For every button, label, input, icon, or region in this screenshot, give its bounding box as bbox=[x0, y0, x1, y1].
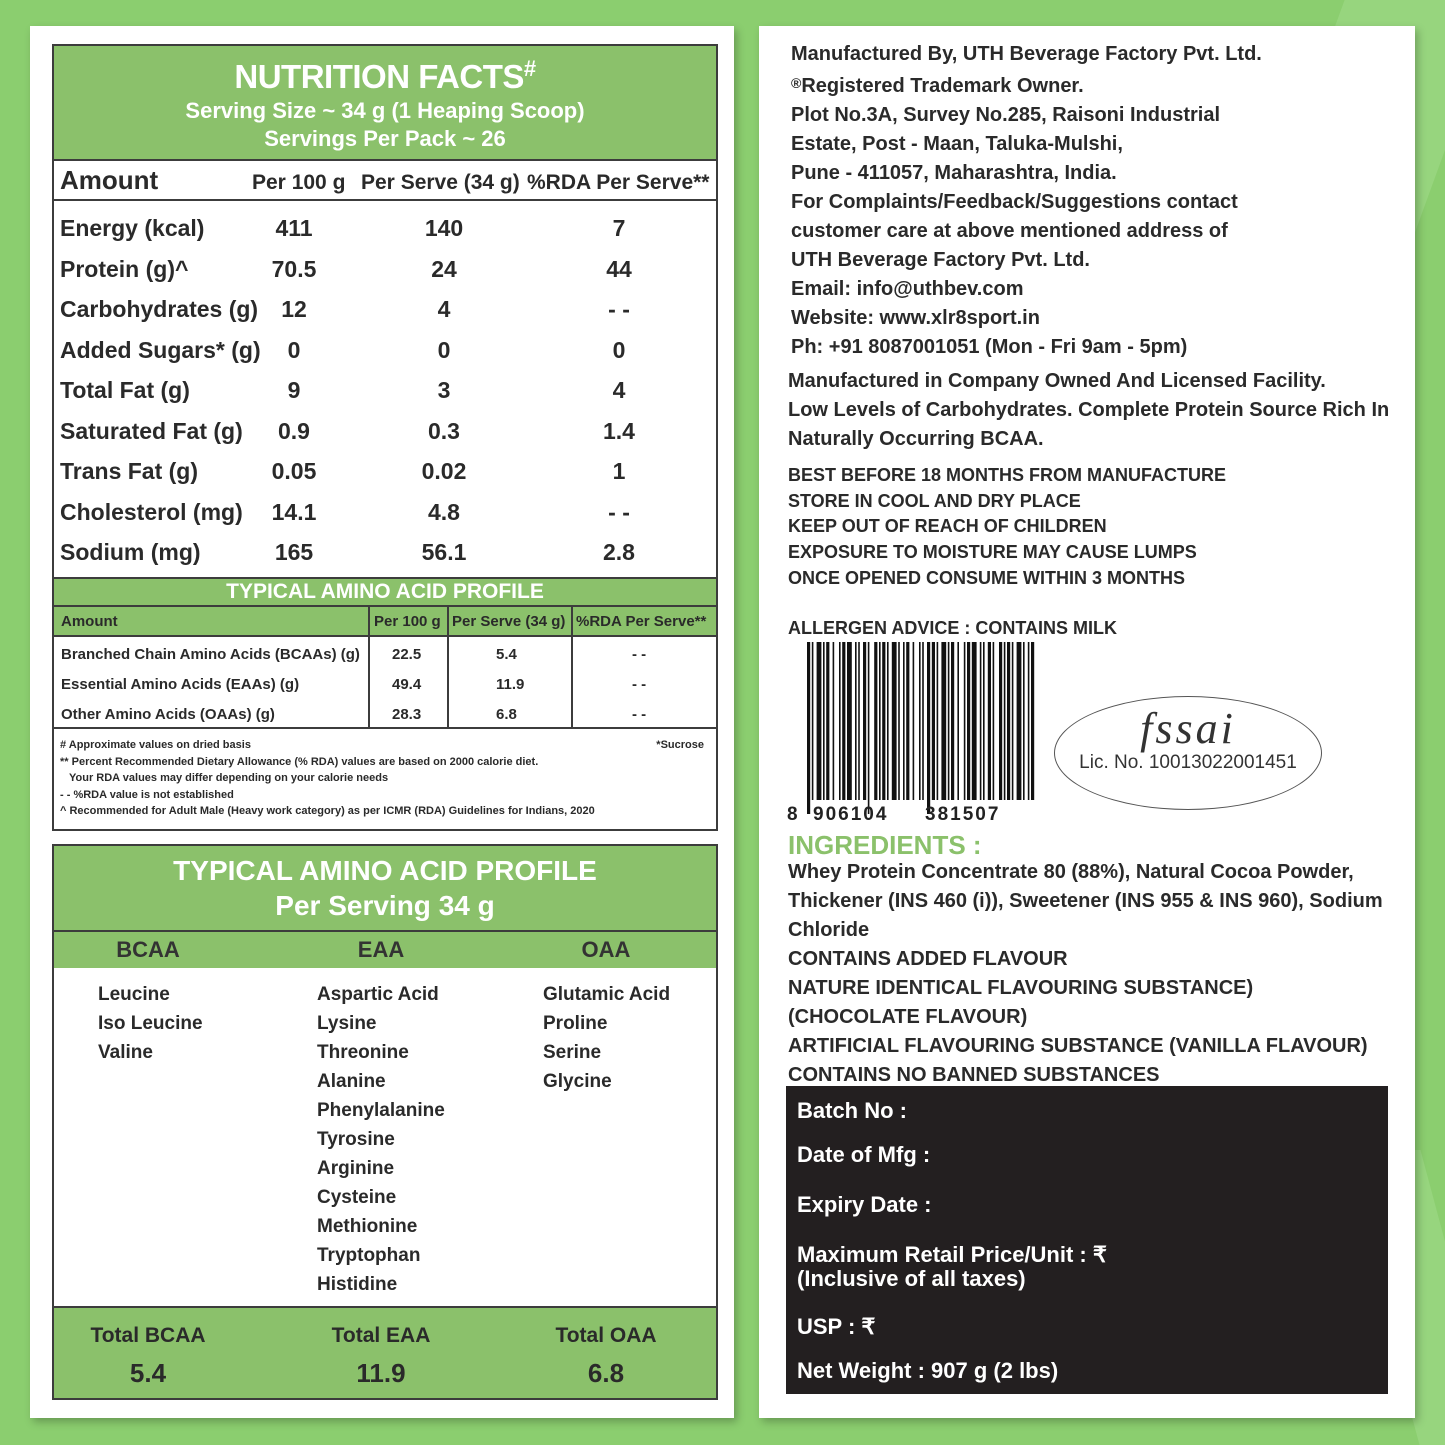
amino-table-header: Amount Per 100 g Per Serve (34 g) %RDA Per Serve** bbox=[54, 607, 716, 637]
column-bcaa: BCAA bbox=[116, 937, 180, 962]
bcaa-list bbox=[98, 980, 203, 1067]
amino-profile-header bbox=[54, 846, 716, 932]
barcode-bar bbox=[988, 642, 991, 800]
expiry-date: Expiry Date : bbox=[797, 1192, 932, 1217]
list-item: Proline bbox=[543, 1013, 608, 1034]
barcode-bar bbox=[1031, 642, 1034, 800]
facility-statement: Manufactured in Company Owned And Licensed Facility. Low Levels of Carbohydrates. Complete Protein Source Rich In Naturally Occurring BCAA. bbox=[788, 370, 1390, 450]
sucrose-note: *Sucrose bbox=[656, 739, 704, 751]
usp: USP : ₹ bbox=[797, 1314, 876, 1339]
list-item: Glutamic Acid bbox=[543, 984, 671, 1005]
nutrition-rows bbox=[54, 201, 716, 577]
amino-table-row: Essential Amino Acids (EAAs) (g) 49.4 11.9 - - bbox=[61, 676, 647, 693]
barcode-bar bbox=[999, 642, 1002, 800]
amino-acid-table bbox=[54, 607, 716, 729]
footnote: # Approximate values on dried basis bbox=[60, 739, 251, 751]
serving-size: Serving Size ~ 34 g (1 Heaping Scoop) bbox=[185, 98, 585, 123]
barcode-bar bbox=[887, 642, 889, 800]
email: Email: info@uthbev.com bbox=[791, 278, 1024, 300]
right-label-panel bbox=[759, 26, 1415, 1418]
barcode-bar bbox=[833, 642, 835, 800]
nutrition-facts-box bbox=[52, 44, 718, 831]
barcode-bar bbox=[1023, 642, 1025, 800]
phone: Ph: +91 8087001051 (Mon - Fri 9am - 5pm) bbox=[791, 336, 1188, 358]
barcode-digits-left: 906104 bbox=[813, 804, 889, 822]
barcode bbox=[787, 642, 1037, 822]
barcode-bar bbox=[839, 642, 841, 800]
nutrition-title: NUTRITION FACTS# bbox=[234, 56, 536, 95]
list-item: Arginine bbox=[317, 1158, 395, 1179]
amino-table-row: Other Amino Acids (OAAs) (g) 28.3 6.8 - - bbox=[61, 706, 647, 723]
barcode-bar bbox=[993, 642, 995, 800]
barcode-bar bbox=[941, 642, 946, 800]
barcode-bar bbox=[898, 642, 900, 800]
barcode-bar bbox=[882, 642, 885, 800]
barcode-bar bbox=[847, 642, 852, 800]
column-eaa: EAA bbox=[357, 937, 405, 962]
ingredients-list: Whey Protein Concentrate 80 (88%), Natural Cocoa Powder, Thickener (INS 460 (i)), Sweetener (INS 955 & INS 960), Sodium Chloride CONTAINS ADDED FLAVOUR NATURE IDENTICAL FLAVOURING SUBSTANCE) (CHOCOLATE FLAVOUR) ARTIFICIAL FLAVOURING SUBSTANCE (VANILLA FLAVOUR) CONTAINS NO BANNED SUBSTANCES bbox=[788, 861, 1383, 1086]
allergen-advice: ALLERGEN ADVICE : CONTAINS MILK bbox=[788, 618, 1117, 638]
header-amount: Amount bbox=[60, 165, 159, 195]
net-weight: Net Weight : 907 g (2 lbs) bbox=[797, 1358, 1059, 1383]
amino-profile-column-headers bbox=[54, 932, 716, 968]
nutrition-row: Energy (kcal) 411 140 7 bbox=[60, 215, 626, 241]
barcode-bar bbox=[1028, 642, 1030, 800]
list-item: Serine bbox=[543, 1042, 602, 1063]
nutrition-row: Protein (g)^ 70.5 24 44 bbox=[60, 255, 632, 282]
nutrition-header bbox=[54, 46, 716, 161]
servings-per-pack: Servings Per Pack ~ 26 bbox=[264, 126, 506, 151]
list-item: Lysine bbox=[317, 1013, 377, 1034]
barcode-bar bbox=[927, 642, 930, 814]
barcode-bar bbox=[1004, 642, 1006, 800]
fssai-logo bbox=[1054, 696, 1322, 810]
barcode-digit-first: 8 bbox=[787, 804, 798, 822]
footnote: ^ Recommended for Adult Male (Heavy work category) as per ICMR (RDA) Guidelines for Indians, 2020 bbox=[60, 805, 595, 817]
nutrition-row: Added Sugars* (g) 0 0 0 bbox=[60, 336, 626, 363]
barcode-bar bbox=[858, 642, 860, 800]
barcode-bar bbox=[913, 642, 915, 800]
barcode-bar bbox=[964, 642, 966, 800]
barcode-bar bbox=[879, 642, 881, 800]
list-item: Tyrosine bbox=[317, 1129, 395, 1150]
barcode-bar bbox=[951, 642, 954, 800]
list-item: Cysteine bbox=[317, 1187, 397, 1208]
column-oaa: OAA bbox=[581, 937, 631, 962]
amino-profile-totals bbox=[54, 1306, 716, 1398]
barcode-bar bbox=[855, 642, 857, 800]
barcode-bar bbox=[1017, 642, 1022, 800]
barcode-bar bbox=[937, 642, 939, 800]
header-perserve: Per Serve (34 g) bbox=[361, 171, 520, 194]
header-rda: %RDA Per Serve** bbox=[527, 171, 710, 194]
barcode-bar bbox=[1012, 642, 1014, 800]
amino-profile-box bbox=[52, 844, 718, 1400]
barcode-bar bbox=[807, 642, 810, 814]
manufacturer-address: Manufactured By, UTH Beverage Factory Pvt. Ltd. ®Registered Trademark Owner. Plot No.3A, Survey No.285, Raisoni Industrial Estate, Post - Maan, Taluka-Mulshi, Pune - 411057, Maharashtra, India. For Complaints/Feedback/Suggestions contact customer care at above mentioned address of UTH Beverage Factory Pvt. Ltd. Email: info@uthbev.com Website: www.xlr8sport.in Ph: +91 8087001051 (Mon - Fri 9am - 5pm) bbox=[791, 40, 1262, 362]
barcode-bar bbox=[967, 642, 970, 800]
nutrition-row: Cholesterol (mg) 14.1 4.8 - - bbox=[60, 498, 630, 525]
fssai-license: Lic. No. 10013022001451 bbox=[1079, 752, 1297, 773]
barcode-bar bbox=[842, 642, 845, 800]
website: Website: www.xlr8sport.in bbox=[791, 307, 1040, 329]
footnote: Your RDA values may differ depending on your calorie needs bbox=[69, 772, 389, 784]
barcode-bar bbox=[1007, 642, 1010, 800]
nutrition-column-headers bbox=[54, 161, 716, 201]
list-item: Aspartic Acid bbox=[317, 984, 439, 1005]
batch-info-box bbox=[786, 1086, 1388, 1394]
barcode-bar bbox=[823, 642, 825, 800]
barcode-bar bbox=[817, 642, 822, 800]
nutrition-row: Trans Fat (g) 0.05 0.02 1 bbox=[60, 458, 626, 484]
barcode-bar bbox=[948, 642, 950, 800]
registered-mark: ® bbox=[791, 75, 802, 91]
title-mark: # bbox=[523, 56, 536, 81]
header-per100: Per 100 g bbox=[252, 171, 346, 194]
nutrition-row: Total Fat (g) 9 3 4 bbox=[60, 377, 626, 403]
total-bcaa: Total BCAA 5.4 bbox=[90, 1324, 206, 1388]
barcode-bar bbox=[826, 642, 829, 800]
storage-instructions: BEST BEFORE 18 MONTHS FROM MANUFACTURE STORE IN COOL AND DRY PLACE KEEP OUT OF REACH OF CHILDREN EXPOSURE TO MOISTURE MAY CAUSE LUMPS ONCE OPENED CONSUME WITHIN 3 MONTHS bbox=[788, 465, 1227, 588]
barcode-bar bbox=[972, 642, 977, 800]
barcode-digits-right: 381507 bbox=[925, 804, 1001, 822]
barcode-bar bbox=[868, 642, 870, 814]
list-item: Tryptophan bbox=[317, 1245, 421, 1266]
fssai-wordmark: fssai bbox=[1140, 704, 1236, 753]
barcode-bar bbox=[922, 642, 924, 800]
barcode-bar bbox=[863, 642, 866, 800]
barcode-bar bbox=[983, 642, 985, 800]
barcode-bar bbox=[892, 642, 897, 800]
total-eaa: Total EAA 11.9 bbox=[331, 1324, 431, 1388]
barcode-bar bbox=[919, 642, 921, 800]
list-item: Iso Leucine bbox=[98, 1013, 203, 1034]
amino-profile-title: TYPICAL AMINO ACID PROFILE bbox=[173, 855, 597, 886]
ingredients-title: INGREDIENTS : bbox=[788, 830, 982, 860]
amino-profile-subtitle: Per Serving 34 g bbox=[275, 890, 495, 921]
footnotes bbox=[54, 729, 716, 820]
amino-profile-lists bbox=[54, 968, 716, 1306]
barcode-bar bbox=[932, 642, 935, 800]
mrp: Maximum Retail Price/Unit : ₹ (Inclusive of all taxes) bbox=[797, 1242, 1107, 1291]
barcode-bar bbox=[812, 642, 814, 800]
barcode-bar bbox=[980, 642, 982, 800]
barcode-bar bbox=[906, 642, 909, 800]
amino-table-row: Branched Chain Amino Acids (BCAAs) (g) 22.5 5.4 - - bbox=[61, 646, 647, 663]
list-item: Methionine bbox=[317, 1216, 418, 1237]
footnote: - - %RDA value is not established bbox=[60, 788, 234, 801]
list-item: Valine bbox=[98, 1042, 153, 1063]
barcode-bar bbox=[874, 642, 877, 800]
list-item: Phenylalanine bbox=[317, 1100, 445, 1121]
mrp-note: (Inclusive of all taxes) bbox=[797, 1266, 1026, 1291]
nutrition-row: Carbohydrates (g) 12 4 - - bbox=[60, 296, 630, 322]
date-of-mfg: Date of Mfg : bbox=[797, 1142, 931, 1167]
oaa-list bbox=[543, 980, 670, 1096]
eaa-list bbox=[317, 980, 445, 1299]
barcode-bar bbox=[957, 642, 959, 800]
nutrition-row: Sodium (mg) 165 56.1 2.8 bbox=[60, 539, 635, 565]
amino-table-title: TYPICAL AMINO ACID PROFILE bbox=[54, 577, 716, 607]
left-label-panel bbox=[30, 26, 734, 1418]
total-oaa: Total OAA 6.8 bbox=[555, 1324, 657, 1388]
barcode-bar bbox=[903, 642, 905, 800]
list-item: Leucine bbox=[98, 984, 170, 1005]
list-item: Glycine bbox=[543, 1071, 612, 1092]
list-item: Alanine bbox=[317, 1071, 386, 1092]
batch-no: Batch No : bbox=[797, 1098, 907, 1123]
list-item: Threonine bbox=[317, 1042, 409, 1063]
nutrition-row: Saturated Fat (g) 0.9 0.3 1.4 bbox=[60, 417, 635, 444]
list-item: Histidine bbox=[317, 1274, 398, 1295]
footnote: ** Percent Recommended Dietary Allowance (% RDA) values are based on 2000 calorie diet. bbox=[60, 755, 539, 768]
